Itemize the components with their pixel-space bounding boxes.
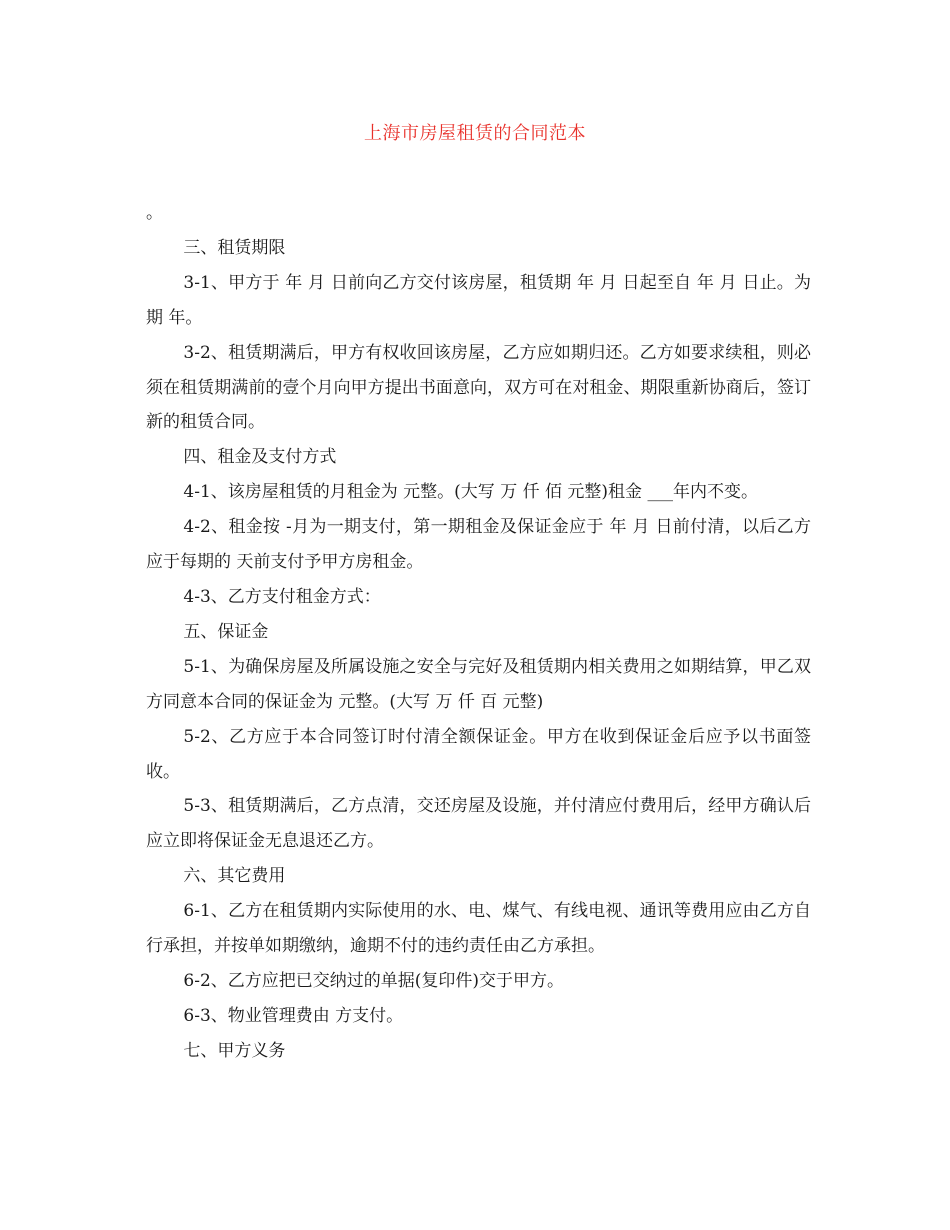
section-heading-other-fees: 六、其它费用 — [183, 866, 286, 887]
clause-4-2: 4-2、租金按 -月为一期支付，第一期租金及保证金应于 年 月 日前付清，以后乙方应于每期的 天前支付予甲方房租金。 — [146, 517, 811, 573]
section-heading-party-a-obligations: 七、甲方义务 — [183, 1040, 286, 1061]
document-body — [146, 196, 811, 1069]
clause-4-3: 4-3、乙方支付租金方式： — [183, 586, 381, 607]
clause-6-3: 6-3、物业管理费由 方支付。 — [183, 1005, 404, 1026]
clause-5-3: 5-3、租赁期满后，乙方点清，交还房屋及设施，并付清应付费用后，经甲方确认后应立即将保证金无息退还乙方。 — [146, 796, 811, 852]
clause-6-2: 6-2、乙方应把已交纳过的单据(复印件)交于甲方。 — [183, 970, 565, 991]
clause-5-1: 5-1、为确保房屋及所属设施之安全与完好及租赁期内相关费用之如期结算，甲乙双方同意本合同的保证金为 元整。(大写 万 仟 百 元整) — [146, 656, 811, 712]
section-heading-lease-term: 三、租赁期限 — [183, 237, 286, 258]
clause-5-2: 5-2、乙方应于本合同签订时付清全额保证金。甲方在收到保证金后应予以书面签收。 — [146, 726, 811, 782]
clause-3-2: 3-2、租赁期满后，甲方有权收回该房屋，乙方应如期归还。乙方如要求续租，则必须在租赁期满前的壹个月向甲方提出书面意向，双方可在对租金、期限重新协商后，签订新的租赁合同。 — [146, 342, 811, 433]
clause-6-1: 6-1、乙方在租赁期内实际使用的水、电、煤气、有线电视、通讯等费用应由乙方自行承担，并按单如期缴纳，逾期不付的违约责任由乙方承担。 — [146, 901, 811, 957]
clause-3-1: 3-1、甲方于 年 月 日前向乙方交付该房屋，租赁期 年 月 日起至自 年 月 日止。为期 年。 — [146, 272, 811, 328]
document-title: 上海市房屋租赁的合同范本 — [364, 123, 586, 144]
clause-4-1: 4-1、该房屋租赁的月租金为 元整。(大写 万 仟 佰 元整)租金 ___年内不变。 — [183, 482, 758, 503]
paragraph-fragment: 。 — [146, 203, 163, 223]
section-heading-deposit: 五、保证金 — [183, 621, 269, 642]
section-heading-rent-payment: 四、租金及支付方式 — [183, 447, 337, 468]
